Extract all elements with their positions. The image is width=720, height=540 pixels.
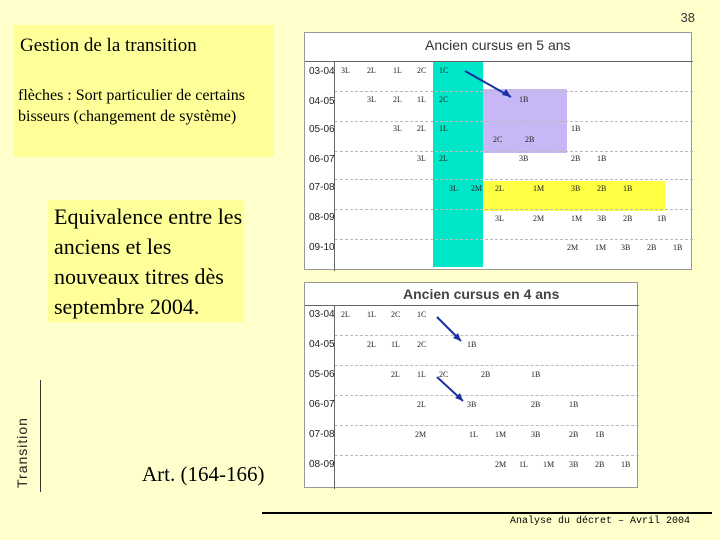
table-cell: 1M bbox=[495, 430, 507, 439]
table-cell: 2M bbox=[471, 184, 483, 193]
table-cell: 1B bbox=[657, 214, 667, 223]
table-cell: 1B bbox=[673, 243, 683, 252]
arrows-note: flèches : Sort particulier de certains bisseurs (changement de système) bbox=[18, 87, 246, 125]
cursus-4-years-table bbox=[304, 282, 638, 488]
side-label: Transition bbox=[14, 417, 30, 488]
table-cell: 2L bbox=[439, 154, 448, 163]
table-cell: 1B bbox=[519, 95, 529, 104]
year-label: 05-06 bbox=[309, 369, 335, 380]
table-cell: 1B bbox=[569, 400, 579, 409]
footer-text: Analyse du décret – Avril 2004 bbox=[510, 516, 691, 527]
table-cell: 2B bbox=[647, 243, 657, 252]
table-cell: 3B bbox=[467, 400, 477, 409]
year-label: 03-04 bbox=[309, 66, 335, 77]
table-cell: 3B bbox=[519, 154, 529, 163]
table-cell: 3B bbox=[571, 184, 581, 193]
table-cell: 2B bbox=[595, 460, 605, 469]
footer-rule bbox=[262, 512, 712, 514]
table-title: Ancien cursus en 5 ans bbox=[425, 37, 571, 53]
table-cell: 3L bbox=[367, 95, 376, 104]
table-cell: 1L bbox=[519, 460, 528, 469]
table-cell: 2B bbox=[531, 400, 541, 409]
slide-title: Gestion de la transition bbox=[20, 35, 197, 56]
table-cell: 2C bbox=[417, 340, 427, 349]
table-cell: 2B bbox=[525, 135, 535, 144]
year-label: 03-04 bbox=[309, 309, 335, 320]
table-cell: 2M bbox=[533, 214, 545, 223]
table-cell: 1M bbox=[543, 460, 555, 469]
article-reference: Art. (164-166) bbox=[142, 462, 265, 486]
table-cell: 1C bbox=[417, 310, 427, 319]
year-label: 06-07 bbox=[309, 154, 335, 165]
table-title: Ancien cursus en 4 ans bbox=[403, 286, 560, 302]
year-label: 09-10 bbox=[309, 242, 335, 253]
table-cell: 3L bbox=[341, 66, 350, 75]
table-cell: 2L bbox=[393, 95, 402, 104]
table-cell: 2C bbox=[417, 66, 427, 75]
table-cell: 1B bbox=[597, 154, 607, 163]
table-cell: 1B bbox=[571, 124, 581, 133]
table-cell: 2C bbox=[439, 95, 449, 104]
table-cell: 1L bbox=[417, 370, 426, 379]
year-label: 04-05 bbox=[309, 339, 335, 350]
title-box bbox=[14, 25, 274, 157]
table-cell: 3L bbox=[417, 154, 426, 163]
table-cell: 3B bbox=[621, 243, 631, 252]
year-label: 08-09 bbox=[309, 459, 335, 470]
table-cell: 1L bbox=[417, 95, 426, 104]
table-cell: 2L bbox=[417, 400, 426, 409]
year-label: 04-05 bbox=[309, 96, 335, 107]
page-number: 38 bbox=[680, 10, 695, 25]
table-cell: 1B bbox=[621, 460, 631, 469]
table-cell: 3B bbox=[597, 214, 607, 223]
table-cell: 2M bbox=[567, 243, 579, 252]
table-cell: 1M bbox=[533, 184, 545, 193]
table-cell: 2B bbox=[623, 214, 633, 223]
table-cell: 2L bbox=[367, 340, 376, 349]
table-cell: 1C bbox=[439, 66, 449, 75]
table-cell: 2B bbox=[597, 184, 607, 193]
year-label: 08-09 bbox=[309, 212, 335, 223]
transition-arrow bbox=[305, 33, 693, 271]
equivalence-text: Equivalence entre les anciens et les nouveaux titres dès septembre 2004. bbox=[54, 204, 243, 319]
table-cell: 2B bbox=[569, 430, 579, 439]
year-label: 07-08 bbox=[309, 182, 335, 193]
table-cell: 2C bbox=[439, 370, 449, 379]
transition-arrows bbox=[305, 283, 639, 489]
table-cell: 1L bbox=[469, 430, 478, 439]
table-cell: 2B bbox=[571, 154, 581, 163]
table-cell: 2M bbox=[495, 460, 507, 469]
table-cell: 1B bbox=[623, 184, 633, 193]
table-cell: 1L bbox=[439, 124, 448, 133]
table-cell: 2L bbox=[391, 370, 400, 379]
equivalence-box bbox=[48, 200, 244, 322]
table-cell: 2L bbox=[367, 66, 376, 75]
table-cell: 3L bbox=[393, 124, 402, 133]
table-cell: 2B bbox=[481, 370, 491, 379]
table-cell: 2M bbox=[415, 430, 427, 439]
side-rule bbox=[40, 380, 41, 492]
table-cell: 1L bbox=[391, 340, 400, 349]
table-cell: 1L bbox=[393, 66, 402, 75]
table-cell: 3L bbox=[495, 214, 504, 223]
table-cell: 1B bbox=[595, 430, 605, 439]
table-cell: 1M bbox=[571, 214, 583, 223]
table-cell: 2L bbox=[417, 124, 426, 133]
table-cell: 3L bbox=[449, 184, 458, 193]
table-cell: 2C bbox=[493, 135, 503, 144]
year-label: 05-06 bbox=[309, 124, 335, 135]
table-cell: 1L bbox=[367, 310, 376, 319]
year-label: 06-07 bbox=[309, 399, 335, 410]
cursus-5-years-table bbox=[304, 32, 692, 270]
table-cell: 3B bbox=[531, 430, 541, 439]
table-cell: 1B bbox=[467, 340, 477, 349]
table-cell: 1B bbox=[531, 370, 541, 379]
table-cell: 1M bbox=[595, 243, 607, 252]
table-cell: 2L bbox=[495, 184, 504, 193]
year-label: 07-08 bbox=[309, 429, 335, 440]
table-cell: 2C bbox=[391, 310, 401, 319]
table-cell: 2L bbox=[341, 310, 350, 319]
table-cell: 3B bbox=[569, 460, 579, 469]
